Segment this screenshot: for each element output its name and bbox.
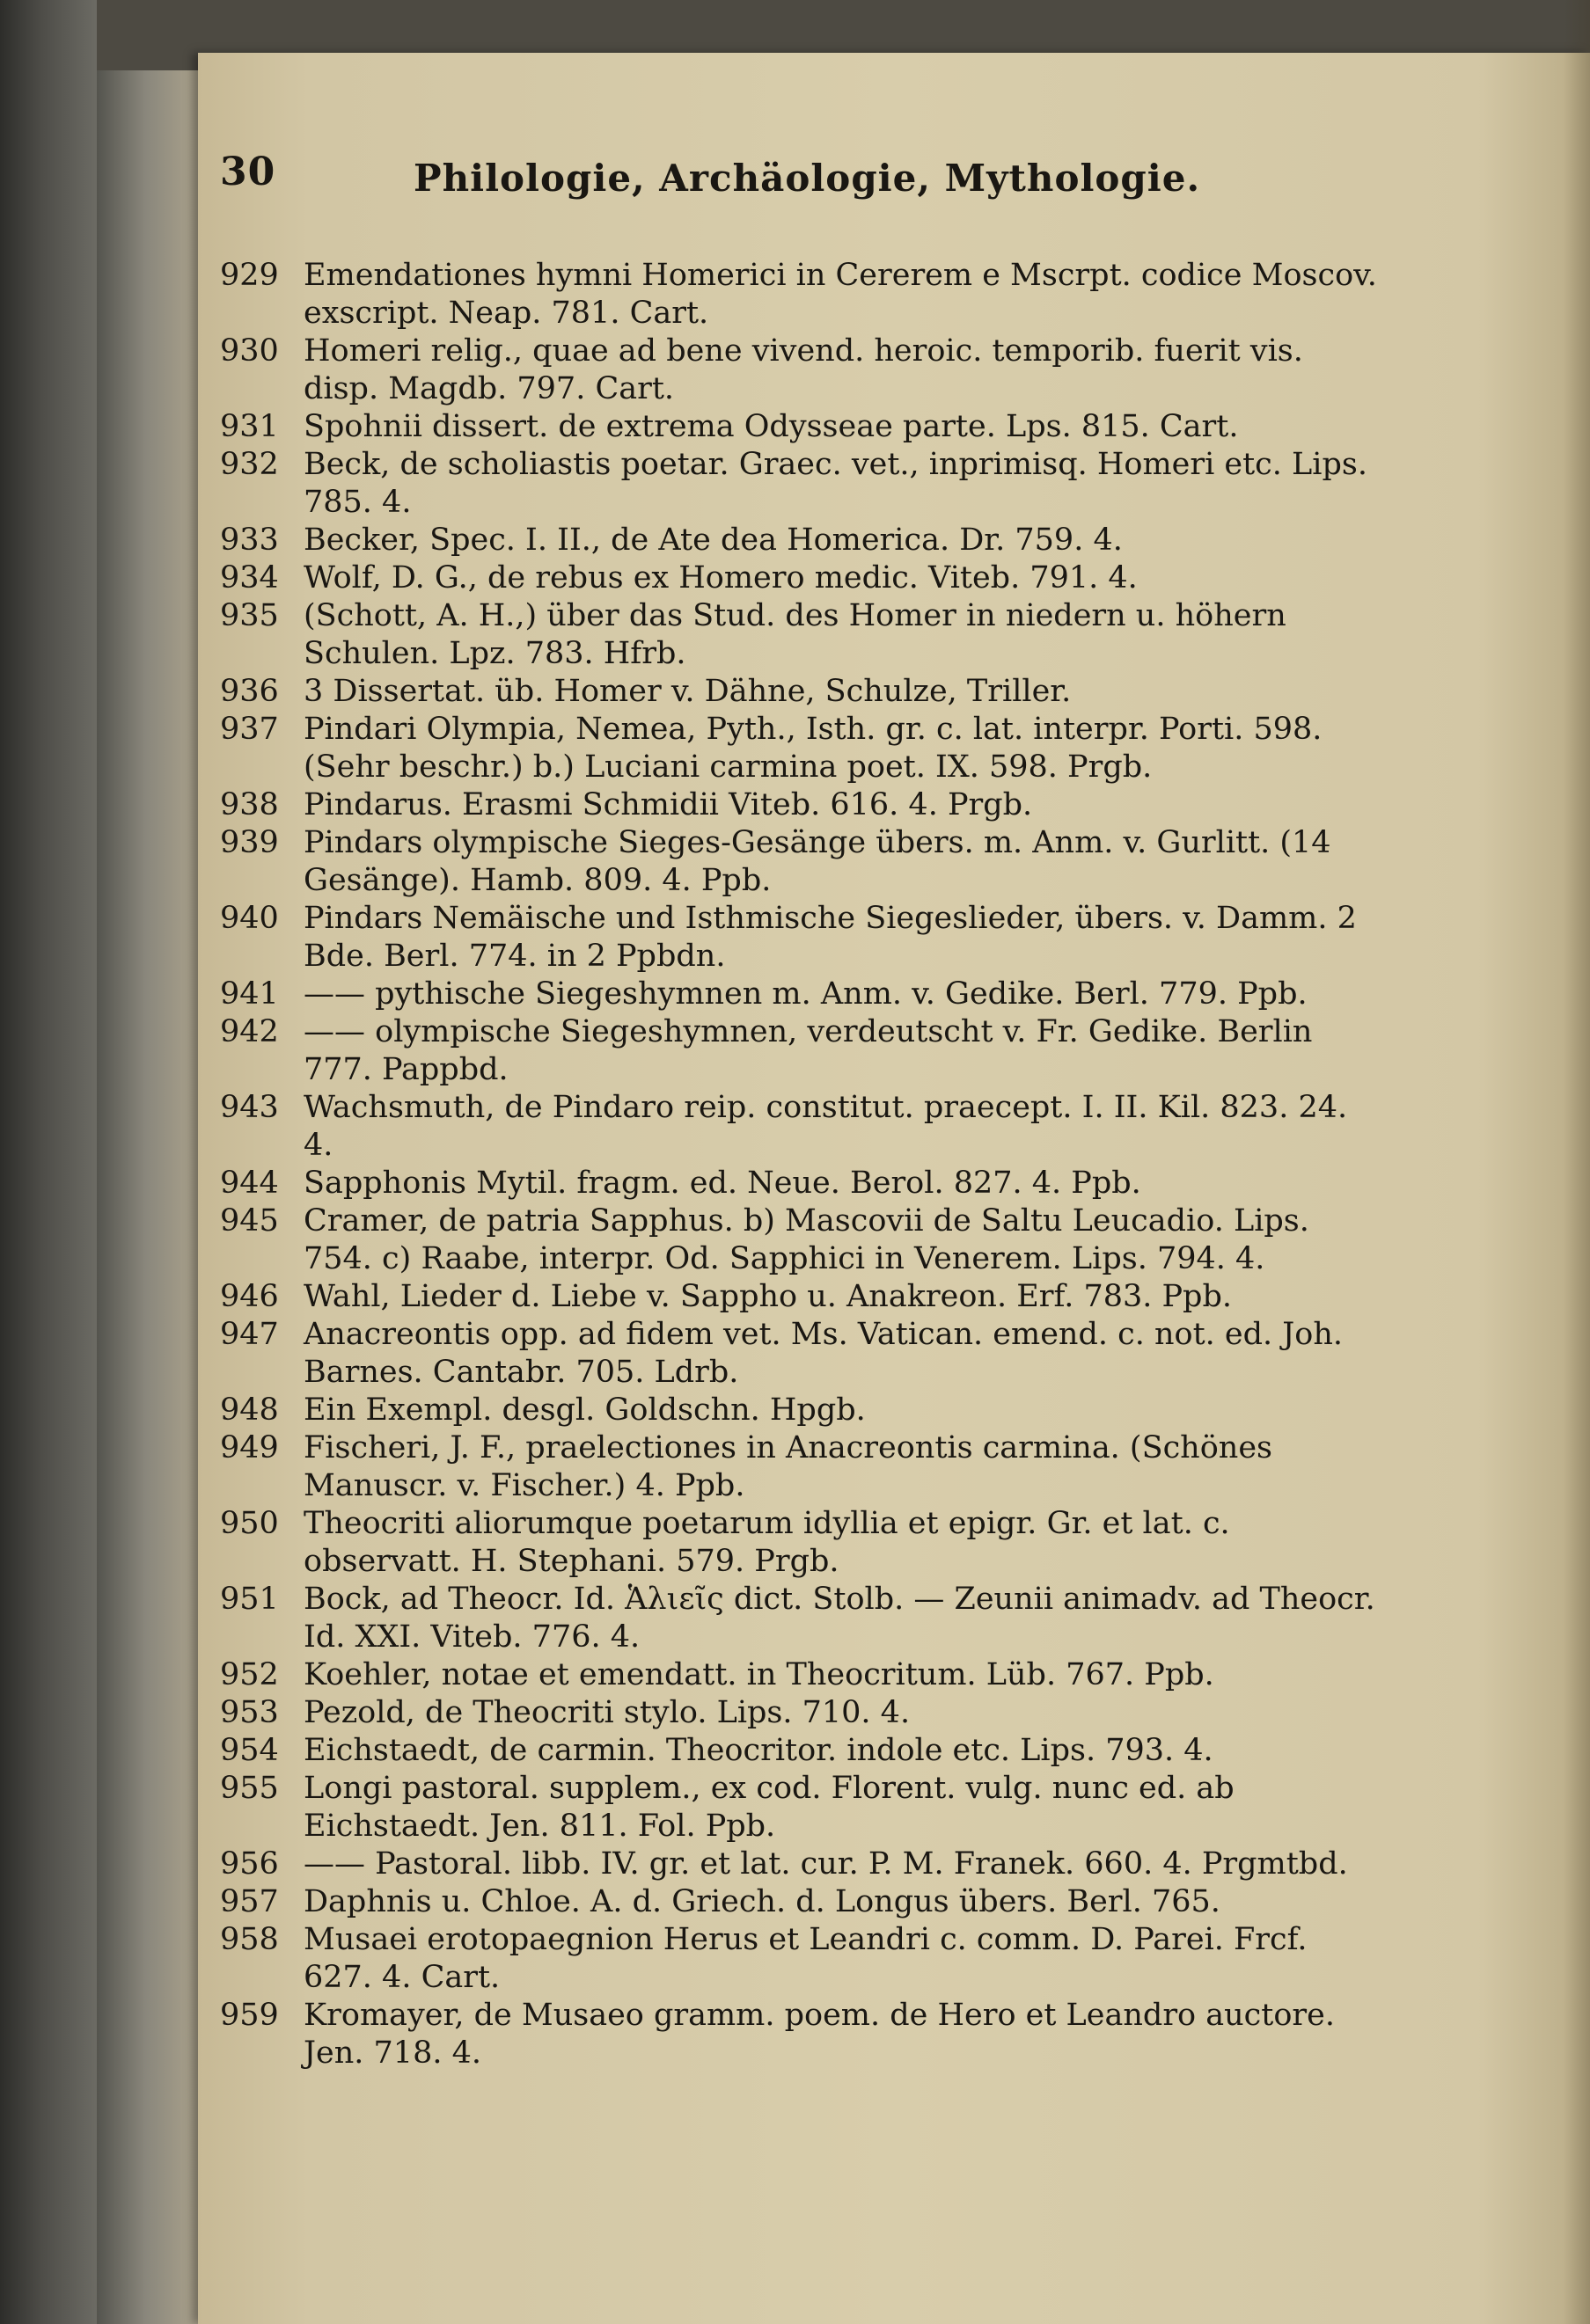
catalog-entry	[220, 446, 1381, 522]
catalog-entry	[220, 824, 1381, 900]
entry-number: 943	[220, 1090, 279, 1125]
catalog-entry	[220, 900, 1381, 976]
entry-text: 3 Dissertat. üb. Homer v. Dähne, Schulze, Triller.	[304, 674, 1072, 709]
page-number: 30	[220, 150, 276, 194]
entry-number: 929	[220, 258, 279, 293]
catalog-entry	[220, 333, 1381, 408]
entry-number: 957	[220, 1884, 279, 1919]
entry-number: 938	[220, 787, 279, 822]
entry-number: 950	[220, 1506, 279, 1541]
book-binding	[0, 0, 97, 2324]
entry-text: Beck, de scholiastis poetar. Graec. vet., inprimisq. Homeri etc. Lips. 785. 4.	[304, 447, 1367, 520]
entry-text: —— Pastoral. libb. IV. gr. et lat. cur. P. M. Franek. 660. 4. Prgmtbd.	[304, 1846, 1348, 1882]
entry-text: —— olympische Siegeshymnen, verdeutscht v. Fr. Gedike. Berlin 777. Pappbd.	[304, 1014, 1313, 1087]
entry-number: 936	[220, 674, 279, 709]
entry-text: Koehler, notae et emendatt. in Theocritum. Lüb. 767. Ppb.	[304, 1657, 1214, 1692]
catalog-entry	[220, 1581, 1381, 1656]
entry-text: Wachsmuth, de Pindaro reip. constitut. praecept. I. II. Kil. 823. 24. 4.	[304, 1090, 1348, 1163]
entry-text: Homeri relig., quae ad bene vivend. heroic. temporib. fuerit vis. disp. Magdb. 797. Cart.	[304, 333, 1303, 406]
entry-number: 951	[220, 1582, 279, 1617]
catalog-entry	[220, 1845, 1381, 1883]
catalog-entry	[220, 522, 1381, 559]
entry-text: Pindars olympische Sieges-Gesänge übers. m. Anm. v. Gurlitt. (14 Gesänge). Hamb. 809. 4. Ppb.	[304, 825, 1331, 898]
entry-text: Pindars Nemäische und Isthmische Siegeslieder, übers. v. Damm. 2 Bde. Berl. 774. in 2 Ppbdn.	[304, 901, 1357, 974]
entry-number: 942	[220, 1014, 279, 1049]
entry-number: 939	[220, 825, 279, 860]
entry-text: Pindarus. Erasmi Schmidii Viteb. 616. 4. Prgb.	[304, 787, 1033, 822]
catalog-entry	[220, 408, 1381, 446]
entry-number: 945	[220, 1203, 279, 1239]
entry-text: Longi pastoral. supplem., ex cod. Florent. vulg. nunc ed. ab Eichstaedt. Jen. 811. Fol. Ppb.	[304, 1771, 1235, 1844]
entry-text: Wahl, Lieder d. Liebe v. Sappho u. Anakreon. Erf. 783. Ppb.	[304, 1279, 1232, 1314]
entry-text: Becker, Spec. I. II., de Ate dea Homerica. Dr. 759. 4.	[304, 523, 1123, 558]
entry-text: Bock, ad Theocr. Id. Ἁλιεῖς dict. Stolb. — Zeunii animadv. ad Theocr. Id. XXI. Viteb. 776. 4.	[304, 1582, 1375, 1655]
catalog-entry	[220, 673, 1381, 711]
catalog-entry	[220, 786, 1381, 824]
catalog-entry	[220, 597, 1381, 673]
entry-text: Wolf, D. G., de rebus ex Homero medic. Viteb. 791. 4.	[304, 560, 1138, 596]
entry-text: Emendationes hymni Homerici in Cererem e Mscrpt. codice Moscov. exscript. Neap. 781. Cart.	[304, 258, 1377, 331]
catalog-entry	[220, 1505, 1381, 1581]
entry-number: 952	[220, 1657, 279, 1692]
catalog-entry	[220, 1278, 1381, 1316]
catalog-entry	[220, 1202, 1381, 1278]
entry-text: (Schott, A. H.,) über das Stud. des Homer in niedern u. höhern Schulen. Lpz. 783. Hfrb.	[304, 598, 1286, 671]
entry-text: Theocriti aliorumque poetarum idyllia et epigr. Gr. et lat. c. observatt. H. Stephani. 579. Prgb.	[304, 1506, 1230, 1579]
page-curl-shadow	[1564, 0, 1590, 2324]
entry-number: 959	[220, 1998, 279, 2033]
catalog-entry	[220, 257, 1381, 333]
catalog-entry	[220, 1694, 1381, 1732]
entry-number: 934	[220, 560, 279, 596]
entry-number: 940	[220, 901, 279, 936]
entry-text: Sapphonis Mytil. fragm. ed. Neue. Berol. 827. 4. Ppb.	[304, 1166, 1141, 1201]
catalog-entry	[220, 1883, 1381, 1921]
catalog-entry	[220, 1089, 1381, 1165]
entry-number: 955	[220, 1771, 279, 1806]
entry-text: Pezold, de Theocriti stylo. Lips. 710. 4.	[304, 1695, 911, 1730]
catalog-entry	[220, 976, 1381, 1013]
entry-text: Daphnis u. Chloe. A. d. Griech. d. Longus übers. Berl. 765.	[304, 1884, 1220, 1919]
entry-number: 937	[220, 712, 279, 747]
entry-number: 941	[220, 976, 279, 1012]
running-title: Philologie, Archäologie, Mythologie.	[414, 157, 1201, 200]
entry-text: Fischeri, J. F., praelectiones in Anacreontis carmina. (Schönes Manuscr. v. Fischer.) 4. Ppb.	[304, 1430, 1272, 1503]
page-header	[220, 132, 1276, 246]
catalog-entries	[220, 257, 1381, 2072]
entry-text: Ein Exempl. desgl. Goldschn. Hpgb.	[304, 1392, 866, 1428]
catalog-entry	[220, 1656, 1381, 1694]
entry-text: Kromayer, de Musaeo gramm. poem. de Hero et Leandro auctore. Jen. 718. 4.	[304, 1998, 1335, 2071]
catalog-entry	[220, 1316, 1381, 1392]
catalog-entry	[220, 559, 1381, 597]
entry-number: 944	[220, 1166, 279, 1201]
entry-text: —— pythische Siegeshymnen m. Anm. v. Gedike. Berl. 779. Ppb.	[304, 976, 1308, 1012]
entry-text: Eichstaedt, de carmin. Theocritor. indole etc. Lips. 793. 4.	[304, 1733, 1213, 1768]
entry-number: 948	[220, 1392, 279, 1428]
entry-text: Musaei erotopaegnion Herus et Leandri c. comm. D. Parei. Frcf. 627. 4. Cart.	[304, 1922, 1308, 1995]
entry-text: Pindari Olympia, Nemea, Pyth., Isth. gr. c. lat. interpr. Porti. 598. (Sehr beschr.) b.) Luciani carmina poet. IX. 598. Prgb.	[304, 712, 1323, 785]
entry-text: Spohnii dissert. de extrema Odysseae parte. Lps. 815. Cart.	[304, 409, 1239, 444]
catalog-entry	[220, 1165, 1381, 1202]
catalog-entry	[220, 1013, 1381, 1089]
entry-number: 953	[220, 1695, 279, 1730]
entry-number: 946	[220, 1279, 279, 1314]
entry-number: 930	[220, 333, 279, 369]
catalog-entry	[220, 1429, 1381, 1505]
catalog-entry	[220, 1770, 1381, 1845]
catalog-entry	[220, 1921, 1381, 1997]
entry-number: 954	[220, 1733, 279, 1768]
entry-number: 931	[220, 409, 279, 444]
entry-number: 947	[220, 1317, 279, 1352]
entry-number: 933	[220, 523, 279, 558]
catalog-entry	[220, 1732, 1381, 1770]
catalog-entry	[220, 1997, 1381, 2072]
entry-text: Anacreontis opp. ad fidem vet. Ms. Vatican. emend. c. not. ed. Joh. Barnes. Cantabr. 705. Ldrb.	[304, 1317, 1344, 1390]
entry-text: Cramer, de patria Sapphus. b) Mascovii de Saltu Leucadio. Lips. 754. c) Raabe, interpr. Od. Sapphici in Venerem. Lips. 794. 4.	[304, 1203, 1309, 1276]
entry-number: 935	[220, 598, 279, 633]
catalog-entry	[220, 1392, 1381, 1429]
entry-number: 932	[220, 447, 279, 482]
entry-number: 949	[220, 1430, 279, 1465]
entry-number: 958	[220, 1922, 279, 1957]
entry-number: 956	[220, 1846, 279, 1882]
catalog-entry	[220, 711, 1381, 786]
